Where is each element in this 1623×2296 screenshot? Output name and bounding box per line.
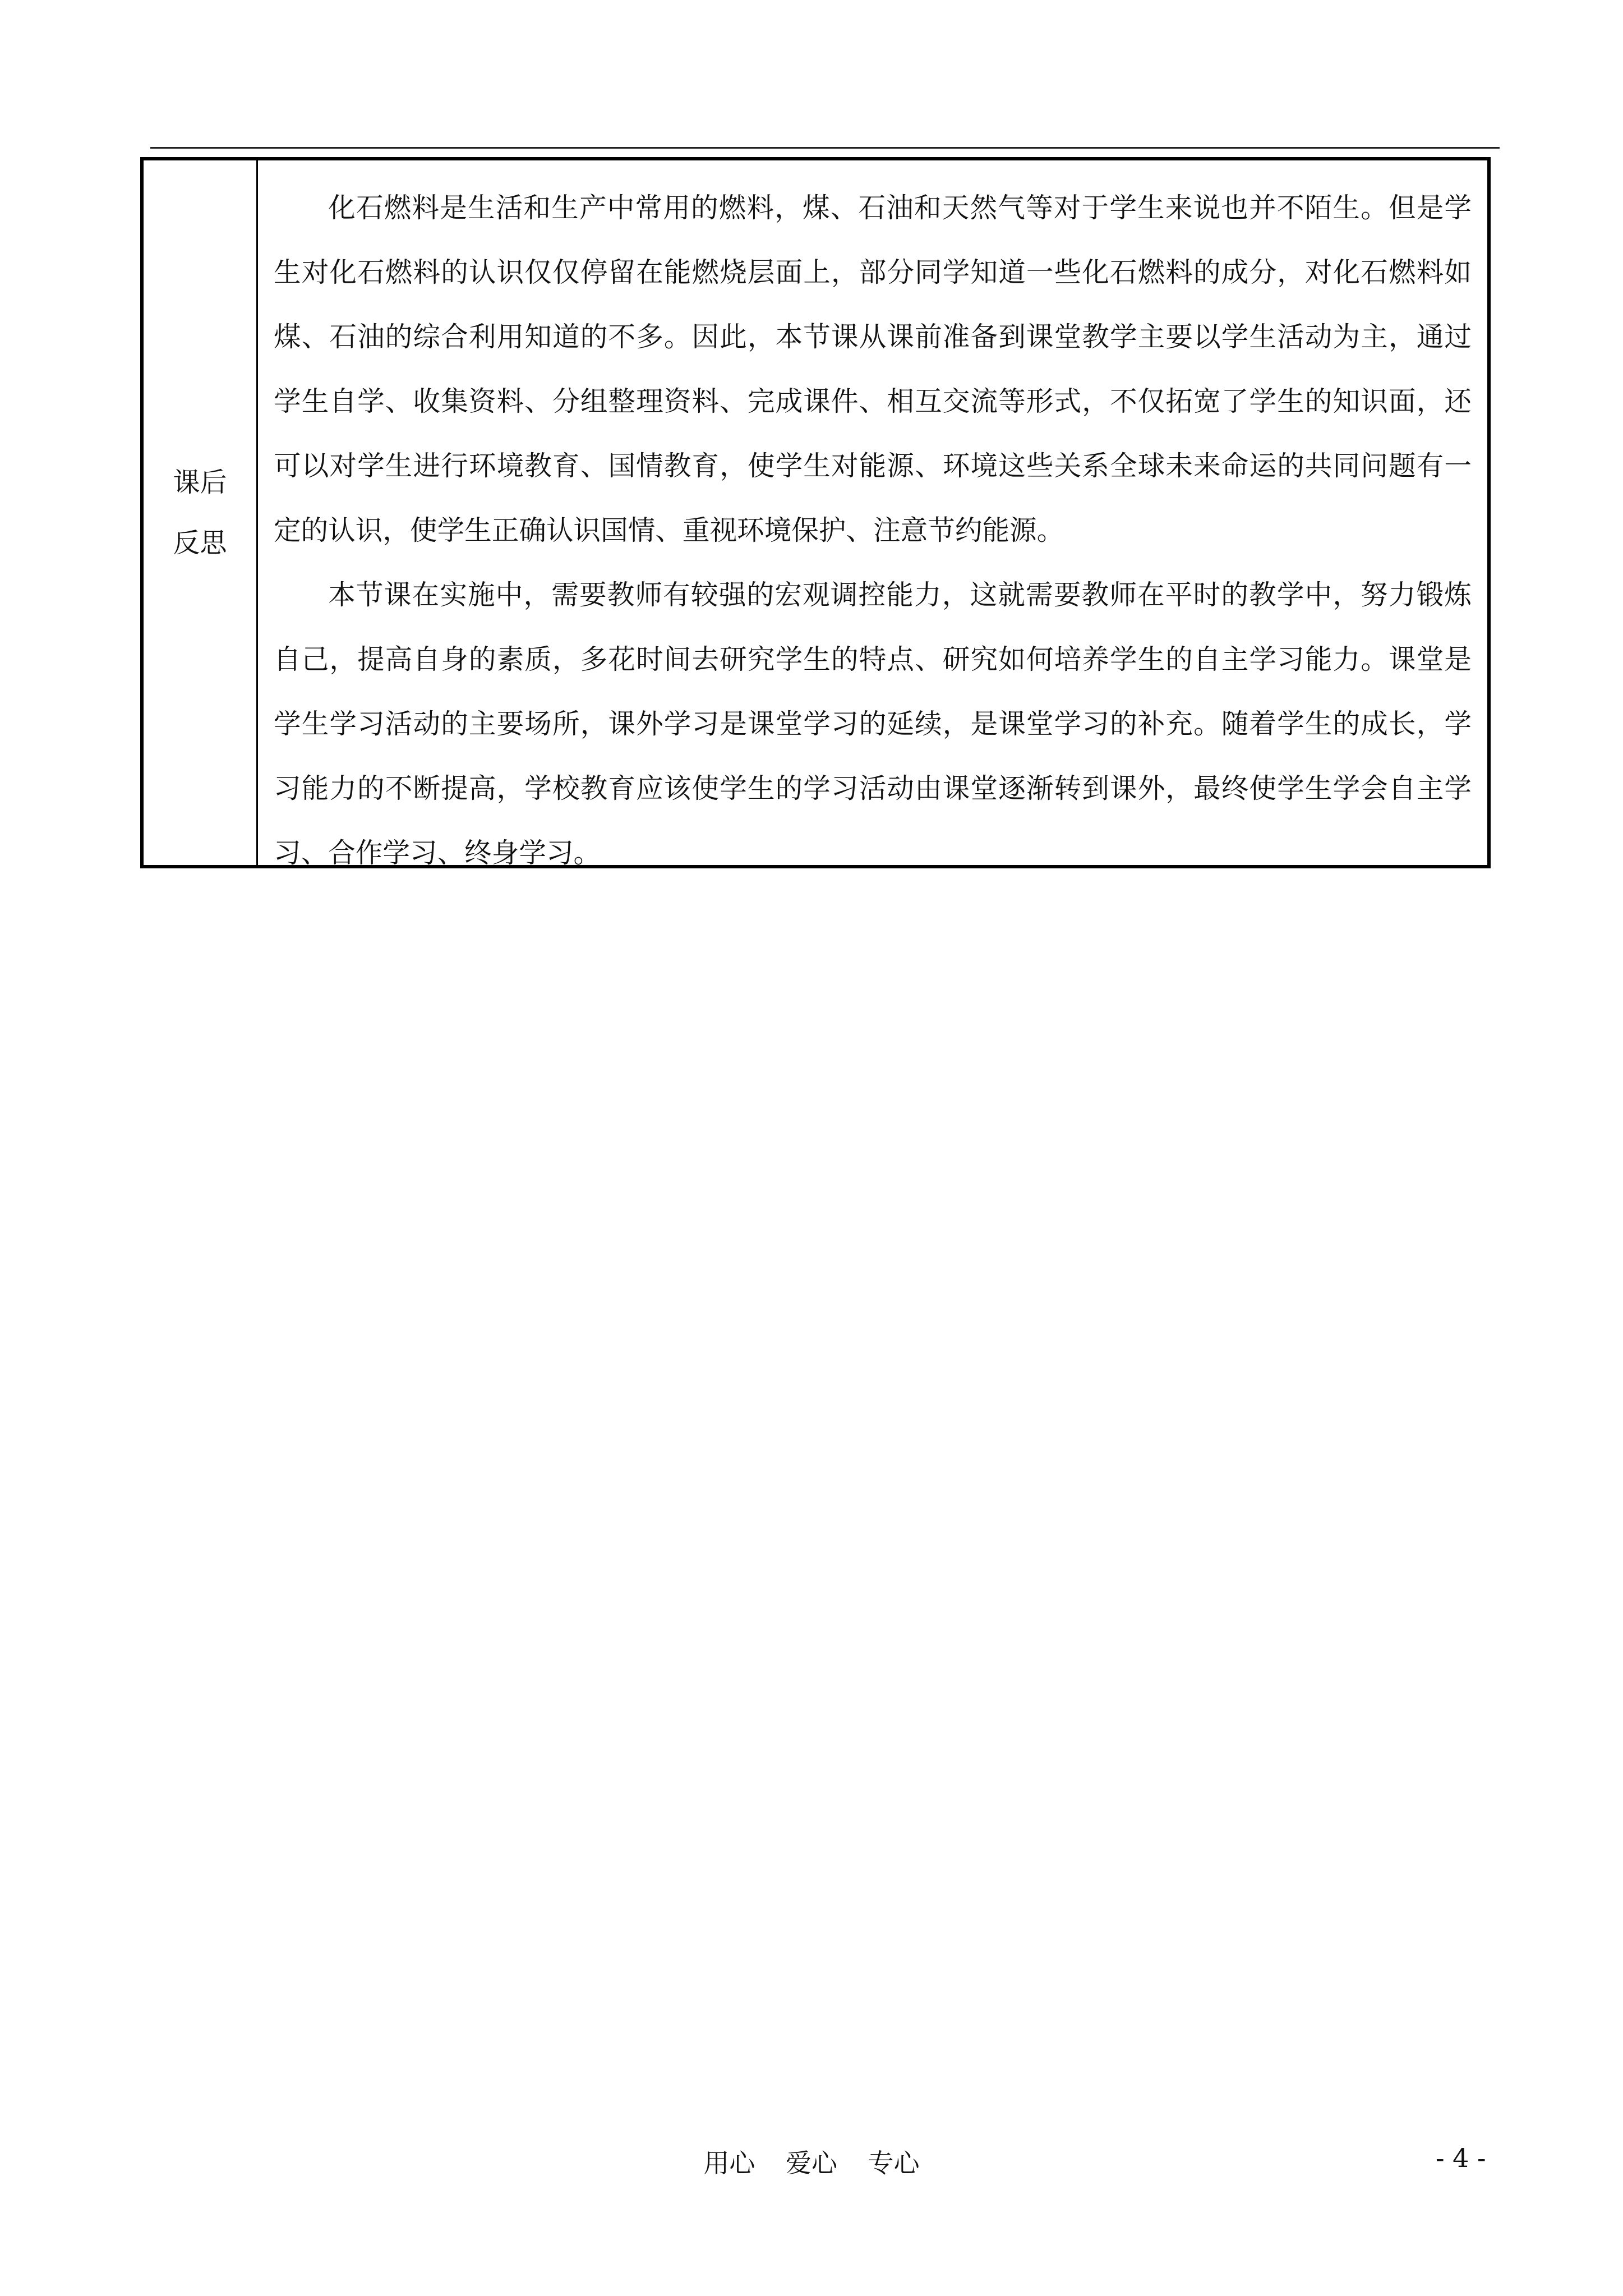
- header-rule: [150, 147, 1500, 149]
- reflection-table: [140, 157, 1491, 868]
- footer-motto: 用心 爱心 专心: [703, 2148, 920, 2178]
- table-content-cell: [258, 160, 1487, 869]
- reflection-paragraph-1: 化石燃料是生活和生产中常用的燃料，煤、石油和天然气等对于学生来说也并不陌生。但是学生对化石燃料的认识仅仅停留在能燃烧层面上，部分同学知道一些化石燃料的成分，对化石燃料如煤、石油的综合利用知道的不多。因此，本节课从课前准备到课堂教学主要以学生活动为主，通过学生自学、收集资料、分组整理资料、完成课件、相互交流等形式，不仅拓宽了学生的知识面，还可以对学生进行环境教育、国情教育，使学生对能源、环境这些关系全球未来命运的共同问题有一定的认识，使学生正确认识国情、重视环境保护、注意节约能源。: [274, 192, 1472, 546]
- reflection-paragraph-2: 本节课在实施中，需要教师有较强的宏观调控能力，这就需要教师在平时的教学中，努力锻炼自己，提高自身的素质，多花时间去研究学生的特点、研究如何培养学生的自主学习能力。课堂是学生学习活动的主要场所，课外学习是课堂学习的延续，是课堂学习的补充。随着学生的成长，学习能力的不断提高，学校教育应该使学生的学习活动由课堂逐渐转到课外，最终使学生学会自主学习、合作学习、终身学习。: [274, 579, 1472, 869]
- label-line-1: 课后: [173, 467, 227, 498]
- label-line-2: 反思: [173, 527, 227, 559]
- page-number: - 4 -: [1436, 2143, 1486, 2173]
- table-label-cell: [144, 160, 258, 865]
